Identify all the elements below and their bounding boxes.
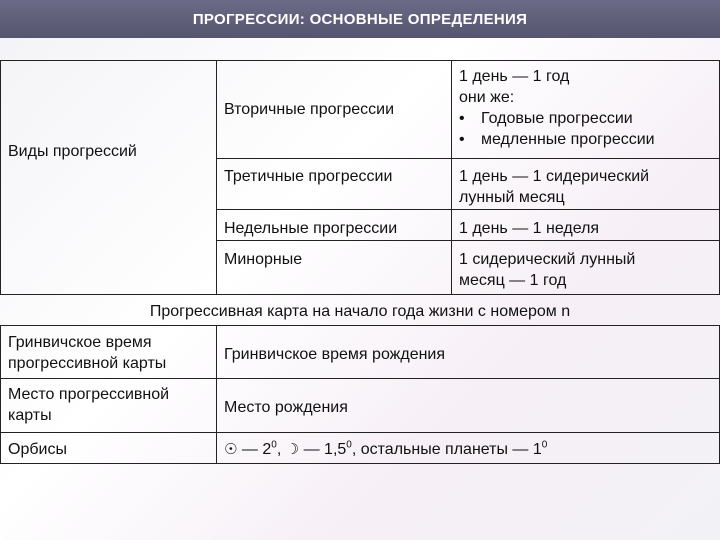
row-name-weekly: Недельные прогрессии (224, 220, 398, 237)
row-desc-weekly (453, 216, 718, 241)
chart-header: Прогрессивная карта на начало года жизни с номером n (149, 303, 571, 320)
slide-title: ПРОГРЕССИИ: ОСНОВНЫЕ ОПРЕДЕЛЕНИЯ (0, 0, 720, 38)
desc-line: месяц — 1 год (459, 272, 567, 289)
row-desc-minor (453, 247, 718, 293)
desc-line: 1 день — 1 год (459, 68, 570, 85)
bullet-item: • медленные прогрессии (459, 131, 655, 148)
place-value: Место рождения (224, 399, 348, 416)
orbs-label: Орбисы (8, 441, 67, 458)
row-name-minor: Минорные (224, 251, 303, 268)
moon-icon: ☽ (285, 440, 300, 458)
row-name-tertiary: Третичные прогрессии (224, 168, 393, 185)
sun-icon: ☉ (224, 440, 238, 458)
gmt-label: Гринвичское время прогрессивной карты (8, 334, 167, 372)
row-desc-secondary (453, 64, 718, 152)
desc-line: 1 день — 1 сидерический (459, 168, 650, 185)
row-name-secondary: Вторичные прогрессии (224, 101, 395, 118)
gmt-value: Гринвичское время рождения (224, 346, 446, 363)
bullet-item: • Годовые прогрессии (459, 110, 633, 127)
orbs-value: ☉ — $2^0$, ☽ — $1,5^0$, остальные планеты — $1^0$ (224, 439, 548, 458)
place-label: Место прогрессивной карты (8, 386, 170, 424)
desc-line: лунный месяц (459, 189, 565, 206)
types-label: Виды прогрессий (8, 143, 137, 160)
desc-line: 1 сидерический лунный (459, 251, 636, 268)
desc-line: 1 день — 1 неделя (459, 220, 600, 237)
desc-line: они же: (459, 89, 515, 106)
row-desc-tertiary (453, 164, 718, 210)
